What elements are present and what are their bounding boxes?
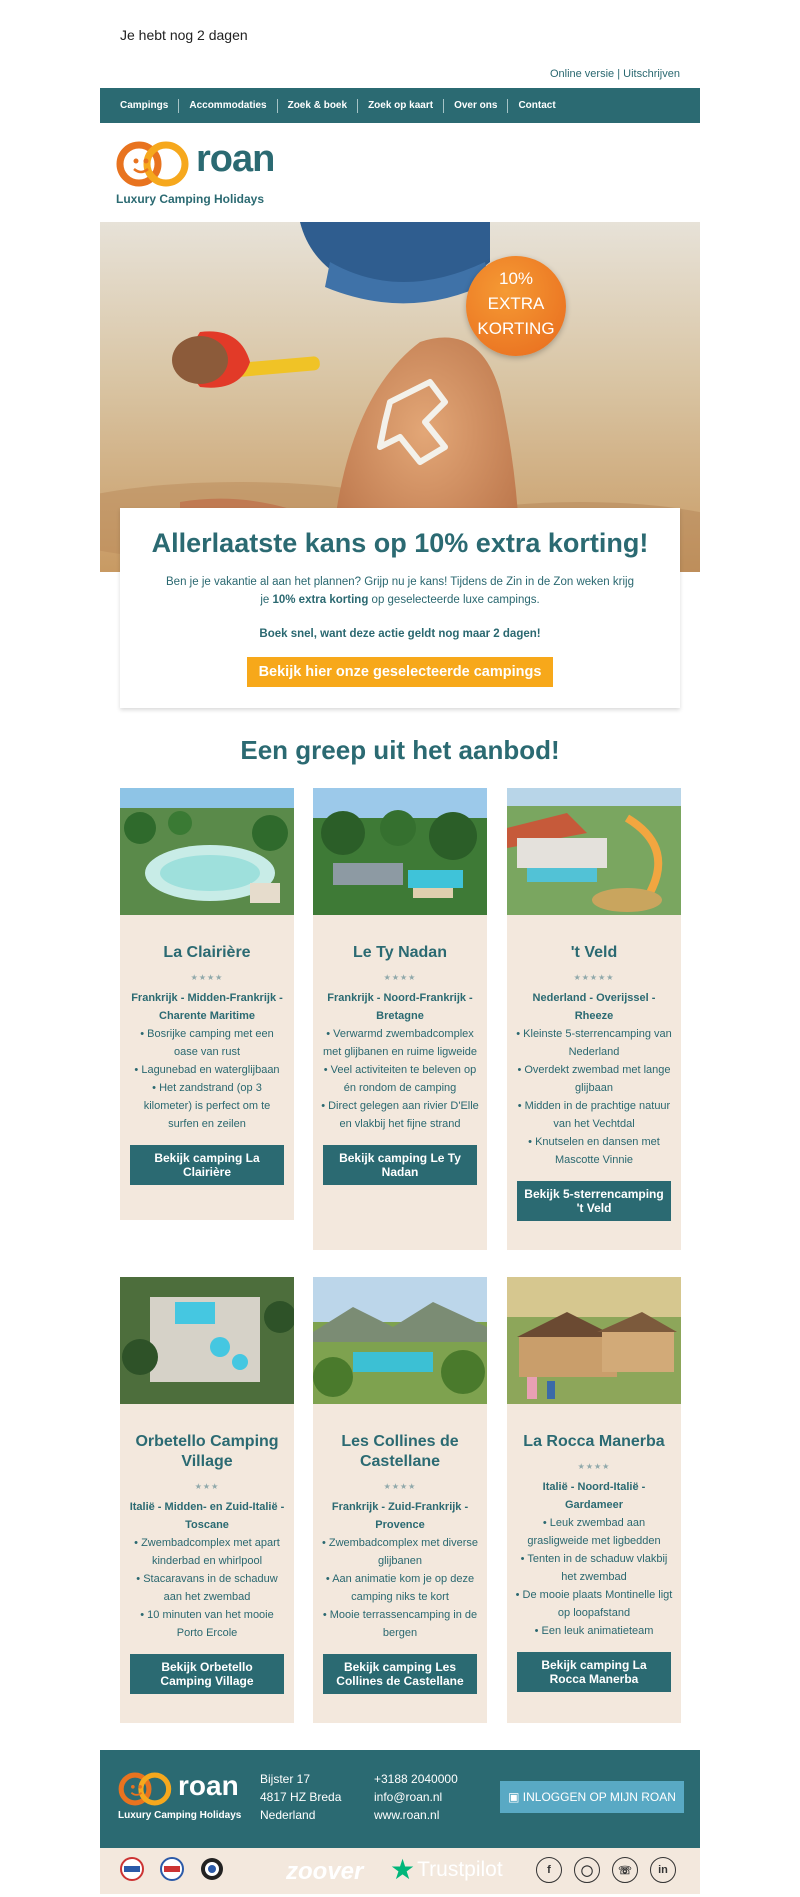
promo-cta-button[interactable]: Bekijk hier onze geselecteerde campings [247, 657, 554, 687]
star-icon: ★ [390, 1854, 416, 1885]
roan-logo-icon [118, 1770, 174, 1808]
camping-button[interactable]: Bekijk Orbetello Camping Village [130, 1654, 284, 1694]
nav-item-over-ons[interactable]: Over ons [443, 99, 507, 113]
camping-name: 't Veld [570, 944, 618, 961]
trustpilot-logo[interactable] [390, 1856, 503, 1884]
camping-feature: • Direct gelegen aan rivier D'Elle en vlakbij het fijne strand [321, 1100, 479, 1130]
badge-line-2: EXTRA [487, 294, 545, 313]
camping-feature: • Aan animatie kom je op deze camping niks te kort [325, 1573, 475, 1603]
camping-location: Nederland - Overijssel - Rheeze [532, 992, 656, 1022]
zoover-logo[interactable]: zoover [286, 1858, 364, 1885]
nav-item-contact[interactable]: Contact [507, 99, 565, 113]
camping-name: La Rocca Manerba [523, 1433, 665, 1450]
trustpilot-label: Trustpilot [417, 1858, 503, 1881]
star-rating: ★★★★ [383, 1482, 417, 1491]
camping-image[interactable] [120, 1277, 294, 1404]
online-version-link[interactable]: Online versie [549, 68, 615, 80]
camping-card [313, 1277, 487, 1723]
instagram-icon[interactable]: ◯ [574, 1857, 600, 1883]
email-link[interactable]: info@roan.nl [374, 1790, 443, 1804]
link-separator: | [617, 68, 621, 80]
camping-feature: • Een leuk animatieteam [534, 1625, 654, 1637]
camping-feature: • Kleinste 5-sterrencamping van Nederland [516, 1028, 672, 1058]
camping-name: Le Ty Nadan [353, 944, 447, 961]
camping-feature: • De mooie plaats Montinelle ligt op loopafstand [515, 1589, 673, 1619]
camping-button[interactable]: Bekijk camping La Rocca Manerba [517, 1652, 671, 1692]
camping-image[interactable] [507, 1277, 681, 1404]
camping-feature: • Knutselen en dansen met Mascotte Vinnie [528, 1136, 660, 1166]
camping-card [313, 788, 487, 1250]
camping-feature: • Tenten in de schaduw vlakbij het zwembad [520, 1553, 668, 1583]
camping-feature: • Veel activiteiten te beleven op én rondom de camping [323, 1064, 477, 1094]
camping-image[interactable] [120, 788, 294, 915]
promo-title: Allerlaatste kans op 10% extra korting! [151, 528, 649, 558]
camping-image[interactable] [313, 1277, 487, 1404]
login-label: INLOGGEN OP MIJN ROAN [522, 1790, 676, 1804]
camping-feature: • Bosrijke camping met een oase van rust [140, 1028, 274, 1058]
star-rating: ★★★ [194, 1482, 220, 1491]
camping-feature: • Zwembadcomplex met apart kinderbad en whirlpool [134, 1537, 280, 1567]
award-badge-icon [160, 1857, 184, 1888]
camping-card [507, 1277, 681, 1723]
nav-item-zoek-boek[interactable]: Zoek & boek [277, 99, 357, 113]
camping-feature: • Zwembadcomplex met diverse glijbanen [321, 1537, 479, 1567]
nav-item-accommodaties[interactable]: Accommodaties [178, 99, 276, 113]
camping-button[interactable]: Bekijk camping Le Ty Nadan [323, 1145, 477, 1185]
linkedin-icon[interactable]: in [650, 1857, 676, 1883]
facebook-icon[interactable]: f [536, 1857, 562, 1883]
logo-wordmark: roan [196, 138, 275, 180]
camping-location: Italië - Noord-Italië - Gardameer [542, 1481, 646, 1511]
camping-name: Orbetello Camping Village [135, 1433, 279, 1470]
website-link[interactable]: www.roan.nl [374, 1808, 440, 1822]
camping-location: Frankrijk - Zuid-Frankrijk - Provence [331, 1501, 469, 1531]
promo-box [120, 508, 680, 708]
badge-line-3: KORTING [477, 319, 555, 338]
footer-logo-wordmark: roan [178, 1770, 239, 1801]
lock-icon: ▣ [508, 1790, 520, 1804]
top-links [550, 68, 680, 80]
whatsapp-icon[interactable]: ☏ [612, 1857, 638, 1883]
camping-feature: • Overdekt zwembad met lange glijbaan [517, 1064, 671, 1094]
award-badge-icon [120, 1857, 144, 1888]
footer-address [260, 1770, 341, 1824]
camping-location: Italië - Midden- en Zuid-Italië - Toscane [129, 1501, 285, 1531]
star-rating: ★★★★ [190, 973, 224, 982]
camping-location: Frankrijk - Noord-Frankrijk - Bretagne [327, 992, 473, 1022]
preheader-text: Je hebt nog 2 dagen [120, 27, 248, 43]
promo-urgency: Boek snel, want deze actie geldt nog maar 2 dagen! [259, 628, 541, 640]
roan-logo-icon [116, 138, 192, 190]
camping-button[interactable]: Bekijk camping Les Collines de Castellane [323, 1654, 477, 1694]
camping-location: Frankrijk - Midden-Frankrijk - Charente Maritime [131, 992, 283, 1022]
camping-feature: • Lagunebad en waterglijbaan [134, 1064, 280, 1076]
camping-image[interactable] [313, 788, 487, 915]
camping-card [120, 1277, 294, 1723]
unsubscribe-link[interactable]: Uitschrijven [623, 68, 680, 80]
nav-item-campings[interactable]: Campings [120, 99, 169, 111]
logo-tagline: Luxury Camping Holidays [116, 192, 265, 206]
nav-item-zoek-op-kaart[interactable]: Zoek op kaart [357, 99, 443, 113]
camping-feature: • Leuk zwembad aan grasligweide met ligbedden [527, 1517, 661, 1547]
camping-feature: • 10 minuten van het mooie Porto Ercole [140, 1609, 274, 1639]
camping-name: La Clairière [163, 944, 251, 961]
camping-button[interactable]: Bekijk camping La Clairière [130, 1145, 284, 1185]
login-button[interactable] [500, 1781, 684, 1813]
promo-text-intro: Ben je je vakantie al aan het plannen? Grijp nu je kans! Tijdens de Zin in de Zon weken krijg je [166, 576, 634, 606]
address-line: Nederland [260, 1808, 316, 1822]
camping-feature: • Midden in de prachtige natuur van het Vechtdal [517, 1100, 671, 1130]
camping-feature: • Stacaravans in de schaduw aan het zwembad [136, 1573, 278, 1603]
discount-badge [466, 256, 566, 356]
promo-text [160, 573, 640, 609]
address-line: 4817 HZ Breda [260, 1790, 342, 1804]
section-title: Een greep uit het aanbod! [240, 735, 560, 765]
camping-feature: • Het zandstrand (op 3 kilometer) is perfect om te surfen en zeilen [143, 1082, 271, 1130]
camping-image[interactable] [507, 788, 681, 915]
camping-card [507, 788, 681, 1250]
roan-logo[interactable] [116, 138, 275, 206]
camping-button[interactable]: Bekijk 5-sterrencamping 't Veld [517, 1181, 671, 1221]
camping-feature: • Verwarmd zwembadcomplex met glijbanen en ruime ligweide [322, 1028, 478, 1058]
address-line: Bijster 17 [260, 1772, 311, 1786]
badge-line-1: 10% [498, 269, 534, 288]
promo-text-bold: 10% extra korting [272, 594, 369, 606]
main-nav [100, 88, 700, 123]
social-bar [100, 1848, 700, 1894]
footer-contact [374, 1770, 458, 1824]
star-rating: ★★★★ [383, 973, 417, 982]
star-rating: ★★★★ [577, 1462, 611, 1471]
star-rating: ★★★★★ [573, 973, 615, 982]
camping-card [120, 788, 294, 1220]
phone-link[interactable]: +3188 2040000 [374, 1772, 458, 1786]
award-badge-icon [200, 1857, 224, 1888]
camping-feature: • Mooie terrassencamping in de bergen [322, 1609, 478, 1639]
footer-logo[interactable] [118, 1770, 242, 1821]
footer [100, 1750, 700, 1848]
promo-text-end: op geselecteerde luxe campings. [371, 594, 540, 606]
footer-logo-tagline: Luxury Camping Holidays [118, 1810, 242, 1821]
camping-name: Les Collines de Castellane [341, 1433, 459, 1470]
